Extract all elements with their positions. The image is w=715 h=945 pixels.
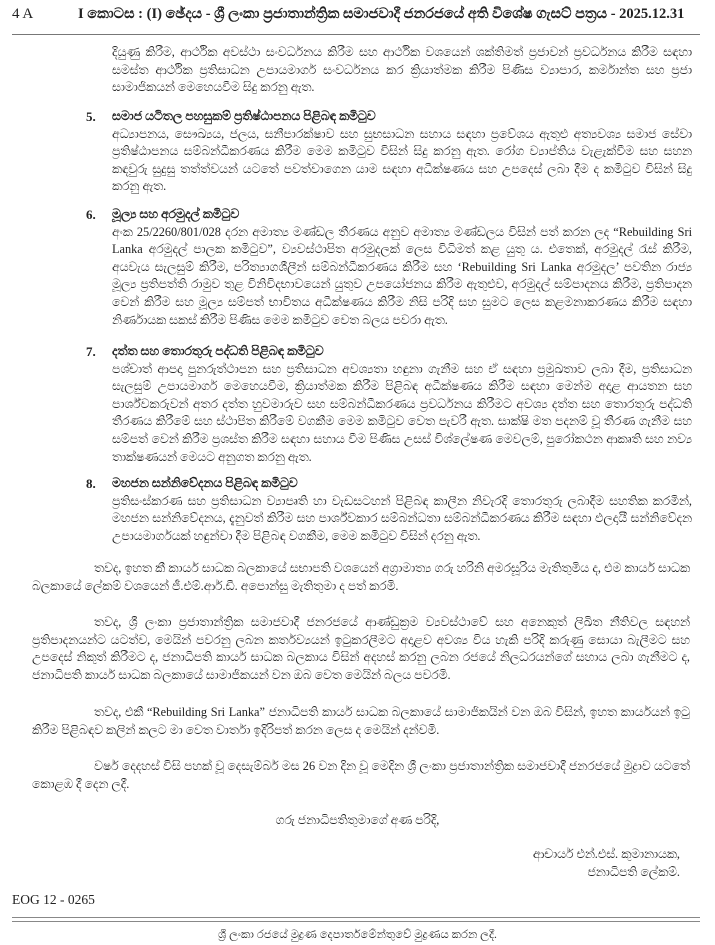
section-title: දත්ත සහ තොරතුරු පද්ධති පිළිබඳ කමිටුව [112,344,324,358]
signatory-name: ආචාර්ය එන්.එස්. කුමානායක, [532,847,680,861]
section-8 [86,475,692,545]
continuation-text: දියුණු කිරීම, ආර්ථික අවස්ථා සංවර්ධනය කිරීම සහ ආර්ථික වශයෙන් ශක්තිමත් ප්‍රජාවන් ප්‍රවර්ධනය කිරීම සඳහා සමස්ත ආර්ථික ප්‍රතිසාධන උපායමාර්ග සංවර්ධනය කර ක්‍රියාත්මක කිරීම පිණිස ව්‍යාපාර, කර්මාන්ත සහ ප්‍රජා සාමාජිකයන් මෙහෙයවීම සිදු කරනු ඇත. [112,45,692,95]
paragraph-given: වර්ෂ දෙදහස් විසි පහක් වූ දෙසැම්බර් මස 26 වන දින වූ මෙදින ශ්‍රී ලංකා ප්‍රජාතාන්ත්‍රික සමාජවාදී ජනරජයේ මුද්‍රාව යටතේ කොළඹ දී දෙන ලදී. [32,759,690,791]
section-5 [86,108,692,196]
section-body: අංක 25/2260/801/028 දරන අමාත්‍ය මණ්ඩල තීරණය අනුව අමාත්‍ය මණ්ඩලය විසින් පත් කරන ලද “Rebuilding Sri Lanka අරමුදල් පාලක කමිටුව”, ව්‍යවස්ථාපිත අරමුදලක් ලෙස විධිමත් කළ යුතු ය. එතෙක්, අරමුදල් රැස් කිරීම, අයවැය සැලසුම් කිරීම, පරිත්‍යාගශීලීන් සම්බන්ධීකරණය කිරීම සහ ‘Rebuilding Sri Lanka අරමුදල’ පවතින රාජ්‍ය මූල්‍ය ප්‍රතිපත්ති රාමුව තුළ විනිවිදභාවයෙන් යුතුව උපයෝජනය කිරීම ඇතුළුව, අරමුදල් සම්පාදනය කිරීම, ප්‍රතිපාදන වෙන් කිරීම සහ මූල්‍ය සම්පත් භාවිතය අධීක්ෂණය කිරීම නිසි පරිදි සහ සුමට ලෙස කළමනාකරණය කිරීම සඳහා නිර්ණායක සකස් කිරීම පිණිස මෙම කමිටුව වෙත බලය පවරා ඇත. [112,224,692,327]
page-number: 4 A [12,6,34,22]
section-6 [86,206,692,329]
section-body: ප්‍රතිසංස්කරණ සහ ප්‍රතිසාධන ව්‍යාපෘති හා වැඩසටහන් පිළිබඳ කාලීන නිවැරදි තොරතුරු ලබාදීම සහතික කරමින්, මහජන සන්නිවේදනය, දැනුවත් කිරීම සහ පාර්ශ්වකාර සම්බන්ධතා සම්බන්ධීකරණය කිරීම සඳහා ඵලදායී සන්නිවේදන උපායමාර්ගයක් හඳුන්වා දීම පිළිබඳ වගකීම, මෙම කමිටුව විසින් දරනු ඇත. [112,493,692,543]
section-number: 5. [86,109,96,124]
section-7 [86,343,692,466]
signatory-title: ජනාධිපති ලේකම්. [587,864,680,879]
section-title: මූල්‍ය සහ අරමුදල් කමිටුව [112,207,240,221]
closing-line: ගරු ජනාධිපතිතුමාගේ අණ පරිදි, [275,813,440,827]
printer-footer: ශ්‍රී ලංකා රජයේ මුද්‍රණ දෙපාර්තමේන්තුවේ මුද්‍රණය කරන ලදී. [218,929,497,941]
reference-code: EOG 12 - 0265 [12,892,95,907]
paragraph-reports: තවද, එකී “Rebuilding Sri Lanka” ජනාධිපති කාර්ය සාධක බලකායේ සාමාජිකයින් වන ඔබ විසින්, ඉහත කාර්යයන් ඉටු කිරීම පිළිබඳව කලින් කලට මා වෙත වාර්තා ඉදිරිපත් කරන ලෙස ද මෙයින් දන්වමි. [32,705,690,737]
paragraph-appointment: තවද, ඉහත කී කාර්ය සාධක බලකායේ සභාපති වශයෙන් අග්‍රාමාත්‍ය ගරු හරිනි අමරසූරිය මැතිතුමිය ද, එම කාර්ය සාධක බලකායේ ලේකම් වශයෙන් ජී.එම්.ආර්.ඩී. අපොන්සු මැතිතුමා ද පත් කරමි. [32,561,690,593]
section-number: 7. [86,344,96,359]
section-title: සමාජ යටිතල පහසුකම් ප්‍රතිෂ්ඨාපනය පිළිබඳ කමිටුව [112,109,376,123]
gazette-header-title: I කොටස : (I) ඡේදය - ශ්‍රී ලංකා ප්‍රජාතාන්ත්‍රික සමාජවාදී ජනරජයේ අති විශේෂ ගැසට් පත්‍රය - 2025.12.31 [78,6,685,22]
section-body: අධ්‍යාපනය, සෞඛ්‍යය, ජලය, සනීපාරක්ෂාව සහ සුභසාධන සහාය සඳහා ප්‍රවේශය ඇතුළු අත්‍යවශ්‍ය සමාජ සේවා ප්‍රතිෂ්ඨාපනය සම්බන්ධීකරණය කිරීම මෙම කමිටුව විසින් සිදු කරනු ඇත. රෝග ව්‍යාප්තිය වැළැක්වීම සහ සහන කඳවුරු සුදුසු තත්ත්වයන් යටතේ පවත්වාගෙන යාම සඳහා අධීක්ෂණය සහ උපදෙස් ලබා දීම ද කමිටුව විසින් සිදු කරනු ඇත. [112,126,692,194]
signatory-block [480,846,680,881]
section-number: 8. [86,476,96,491]
section-body: පශ්චාත් ආපදා පුනරුත්ථාපන සහ ප්‍රතිසාධන අවශ්‍යතා හඳුනා ගැනීම සහ ඒ සඳහා ප්‍රමුඛතාව ලබා දීම, ප්‍රතිසාධන සැලසුම් උපායමාර්ග මෙහෙයවීම, ක්‍රියාත්මක කිරීම පිළිබඳ අධීක්ෂණය කිරීම සඳහා මෙන්ම අදාළ ආයතන සහ පාර්ශ්වකරුවන් අතර දත්ත හුවමාරුව සහ සම්බන්ධීකරණය ප්‍රවර්ධනය කිරීමට අවශ්‍ය දත්ත සහ තොරතුරු පද්ධති තීරණය කිරීමේ සහ ස්ථාපිත කිරීමේ වගකීම මෙම කමිටුව වෙත පැවරී ඇත. සාක්ෂි මත පදනම් වූ තීරණ ගැනීම සහ සම්පත් වෙන් කිරීම ප්‍රශස්ත කිරීම සඳහා සහාය වීම පිණිස උසස් විශ්ලේෂණ මෙවලම්, පුරෝකථන ආකෘති සහ නව්‍ය තාක්ෂණයන් මෙයට අනුගත කරනු ඇත. [112,361,692,464]
section-number: 6. [86,207,96,222]
header-divider [12,34,700,35]
footer-divider [12,917,700,922]
section-title: මහජන සන්නිවේදනය පිළිබඳ කමිටුව [112,476,298,490]
paragraph-powers: තවද, ශ්‍රී ලංකා ප්‍රජාතාන්ත්‍රික සමාජවාදී ජනරජයේ ආණ්ඩුක්‍රම ව්‍යවස්ථාවේ සහ අනෙකුත් ලිඛිත නීතිවල සඳහන් ප්‍රතිපාදනයන්ට යටත්ව, මෙයින් පවරනු ලබන කර්තව්‍යයන් ඉටුකරලීමට අදාළව අවශ්‍ය විය හැකි පරිදි කරුණු සොයා බැලීමට සහ උපදෙස් නිකුත් කිරීමට ද, ජනාධිපති කාර්ය සාධක බලකාය විසින් අදහස් කරනු ලබන රජයේ නිලධරයන්ගේ සහාය ලබා ගැනීමට ද, ජනාධිපති කාර්ය සාධක බලකායේ සාමාජිකයන් වන ඔබ වෙත මෙයින් බලය පවරමි. [32,615,690,682]
